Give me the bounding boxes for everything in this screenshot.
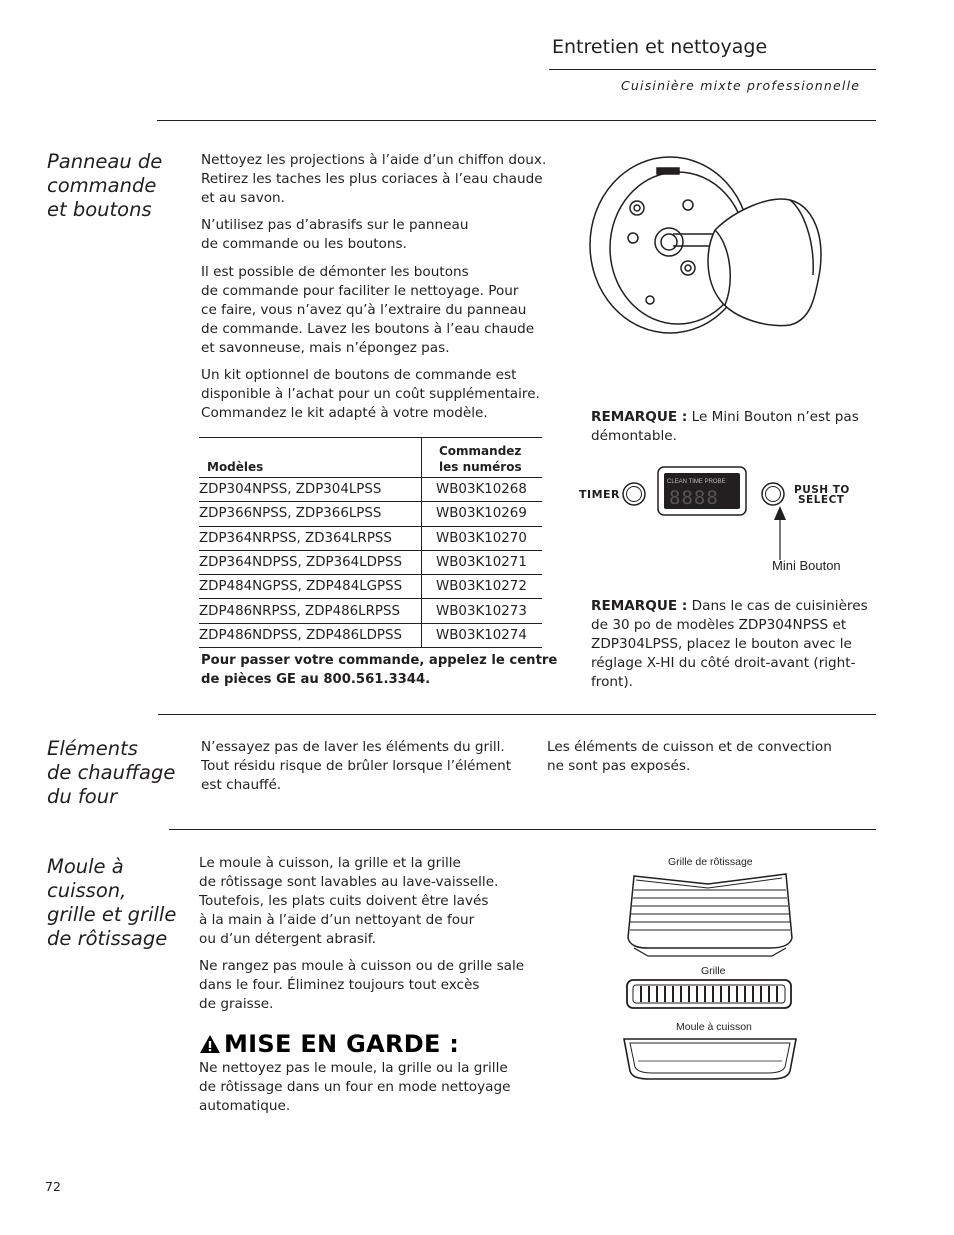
caption-baking-pan: Moule à cuisson	[676, 1021, 752, 1033]
heating-elements-paragraph-1: N’essayez pas de laver les éléments du grill. Tout résidu risque de brûler lorsque l’élément est chauffé.	[201, 739, 512, 793]
remark-knob-placement	[591, 597, 868, 692]
header-divider	[549, 69, 876, 70]
section-divider	[158, 714, 876, 715]
display-header: CLEAN TIME PROBE	[667, 479, 726, 485]
control-panel-paragraph-4: Un kit optionnel de boutons de commande est disponible à l’achat pour un coût supplémentaire. Commandez le kit adapté à votre modèle.	[201, 367, 540, 421]
roasting-grid-illustration	[620, 868, 800, 960]
control-panel-illustration	[575, 462, 865, 582]
remark-label: REMARQUE :	[591, 409, 688, 425]
table-row	[199, 502, 542, 526]
part-number-cell: WB03K10269	[422, 502, 543, 526]
table-header-part-numbers: Commandez les numéros	[422, 438, 543, 478]
mini-knob-label: Mini Bouton	[772, 558, 841, 573]
warning-text: Ne nettoyez pas le moule, la grille ou la grille de rôtissage dans un four en mode nettoyage automatique.	[199, 1060, 511, 1114]
baking-pan-illustration	[620, 1033, 800, 1081]
table-row	[199, 478, 542, 502]
heating-elements-paragraph-2: Les éléments de cuisson et de convection ne sont pas exposés.	[547, 739, 832, 774]
remark-text: Le Mini Bouton n’est pas démontable.	[591, 409, 859, 444]
section-divider	[169, 829, 876, 830]
section-divider	[157, 120, 876, 121]
caption-roasting-grid: Grille de rôtissage	[668, 856, 753, 868]
baking-pan-icon	[620, 1033, 800, 1081]
part-number-cell: WB03K10271	[422, 550, 543, 574]
pans-paragraph-2: Ne rangez pas moule à cuisson ou de grille sale dans le four. Éliminez toujours tout excès de graisse.	[199, 958, 525, 1012]
remark-label: REMARQUE :	[591, 598, 688, 614]
part-number-cell: WB03K10273	[422, 599, 543, 623]
warning-icon	[199, 1034, 221, 1054]
model-cell: ZDP484NGPSS, ZDP484LGPSS	[199, 575, 422, 599]
model-cell: ZDP366NPSS, ZDP366LPSS	[199, 502, 422, 526]
select-label: SELECT	[798, 494, 845, 506]
part-number-cell: WB03K10274	[422, 623, 543, 647]
remark-text: Dans le cas de cuisinières de 30 po de modèles ZDP304NPSS et ZDP304LPSS, placez le bouton avec le réglage X-HI du côté droit-avant (right- front).	[591, 598, 868, 690]
pans-paragraph-1: Le moule à cuisson, la grille et la grille de rôtissage sont lavables au lave-vaisselle. Toutefois, les plats cuits doivent être lavés à la main à l’aide d’un nettoyant de four ou d’un détergent abrasif.	[199, 855, 499, 947]
model-cell: ZDP486NDPSS, ZDP486LDPSS	[199, 623, 422, 647]
model-cell: ZDP486NRPSS, ZDP486LRPSS	[199, 599, 422, 623]
section-title-heating-elements: Eléments de chauffage du four	[47, 737, 176, 808]
warning-title	[199, 1030, 459, 1058]
table-row	[199, 526, 542, 550]
caption-grid: Grille	[701, 965, 726, 977]
order-note: Pour passer votre commande, appelez le centre de pièces GE au 800.561.3344.	[201, 653, 558, 687]
grid-icon	[625, 977, 793, 1011]
timer-label: TIMER	[579, 488, 621, 501]
knob-removal-illustration	[585, 150, 845, 340]
table-row	[199, 550, 542, 574]
model-cell: ZDP364NRPSS, ZD364LRPSS	[199, 526, 422, 550]
remark-mini-knob	[591, 408, 859, 446]
page-header-subtitle: Cuisinière mixte professionnelle	[621, 78, 861, 93]
roasting-grid-icon	[620, 868, 800, 960]
section-title-pans-and-grids: Moule à cuisson, grille et grille de rôtissage	[47, 855, 177, 950]
part-number-cell: WB03K10270	[422, 526, 543, 550]
part-number-cell: WB03K10268	[422, 478, 543, 502]
display-digits: 8888	[669, 487, 719, 509]
knob-icon	[585, 150, 845, 340]
control-panel-paragraph-1: Nettoyez les projections à l’aide d’un chiffon doux. Retirez les taches les plus coriaces à l’eau chaude et au savon.	[201, 152, 547, 206]
grid-illustration	[625, 977, 793, 1011]
table-header-models: Modèles	[199, 438, 422, 478]
table-row	[199, 623, 542, 647]
page-header-title: Entretien et nettoyage	[552, 36, 768, 58]
model-cell: ZDP304NPSS, ZDP304LPSS	[199, 478, 422, 502]
table-row	[199, 575, 542, 599]
table-row	[199, 599, 542, 623]
control-panel-paragraph-3: Il est possible de démonter les boutons de commande pour faciliter le nettoyage. Pour ce faire, vous n’avez qu’à l’extraire du panneau de commande. Lavez les boutons à l’eau chaude et savonneuse, mais n’épongez pas.	[201, 264, 535, 356]
knob-kit-table	[199, 437, 542, 648]
push-to-label: PUSH TO	[794, 484, 850, 496]
warning-title-text: MISE EN GARDE :	[224, 1030, 460, 1058]
page-number: 72	[45, 1179, 61, 1194]
part-number-cell: WB03K10272	[422, 575, 543, 599]
control-panel-paragraph-2: N’utilisez pas d’abrasifs sur le panneau de commande ou les boutons.	[201, 217, 469, 252]
section-title-control-panel: Panneau de commande et boutons	[47, 150, 163, 221]
model-cell: ZDP364NDPSS, ZDP364LDPSS	[199, 550, 422, 574]
